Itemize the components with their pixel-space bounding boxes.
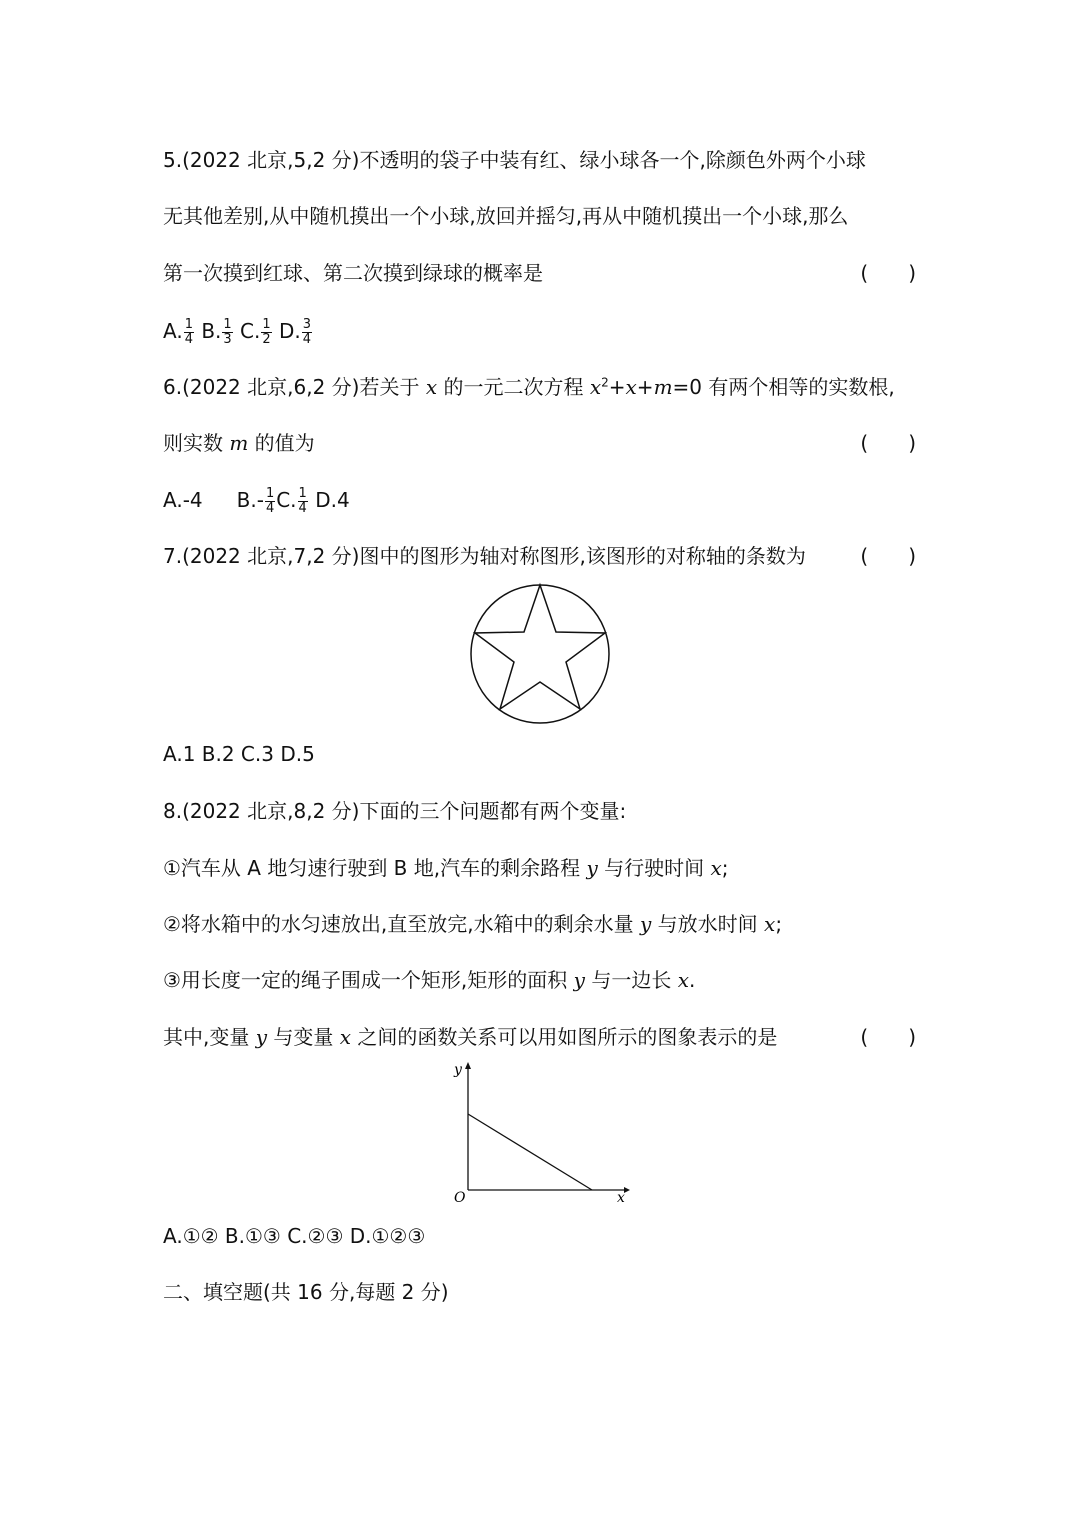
q8-item-2: ②将水箱中的水匀速放出,直至放完,水箱中的剩余水量 y 与放水时间 x; bbox=[163, 912, 783, 936]
q5-option-d: D. $\frac{3}{4}$ bbox=[279, 317, 312, 347]
q5-line-2: 无其他差别,从中随机摸出一个小球,放回并摇匀,再从中随机摸出一个小球,那么 bbox=[163, 204, 849, 228]
q6-option-c: C. $\frac{1}{4}$ bbox=[276, 486, 307, 516]
origin-label: O bbox=[454, 1190, 466, 1206]
q5-option-a: A. $\frac{1}{4}$ bbox=[163, 317, 193, 347]
q7-line-1: 7.(2022 北京,7,2 分)图中的图形为轴对称图形,该图形的对称轴的条数为 ( ) bbox=[163, 544, 916, 568]
y-axis-arrow-icon bbox=[465, 1062, 471, 1069]
q5-line-3: 第一次摸到红球、第二次摸到绿球的概率是 ( ) bbox=[163, 261, 916, 285]
five-point-star bbox=[475, 585, 605, 709]
q5-option-b: B. $\frac{1}{3}$ bbox=[201, 317, 232, 347]
q6-options bbox=[163, 483, 916, 517]
q8-item-3: ③用长度一定的绳子围成一个矩形,矩形的面积 y 与一边长 x. bbox=[163, 968, 696, 992]
q8-options: A.①② B.①③ C.②③ D.①②③ bbox=[163, 1224, 426, 1248]
q8-answer-bracket: ( ) bbox=[860, 1025, 916, 1049]
q5-line-1: 5.(2022 北京,5,2 分)不透明的袋子中装有红、绿小球各一个,除颜色外两个小球 bbox=[163, 148, 866, 172]
q6-option-b: B.- $\frac{1}{4}$ bbox=[236, 486, 275, 516]
star-in-circle-figure bbox=[468, 582, 612, 726]
section-2-heading: 二、填空题(共 16 分,每题 2 分) bbox=[163, 1280, 449, 1304]
circle-outline bbox=[471, 585, 609, 723]
linear-decreasing-graph bbox=[448, 1060, 634, 1208]
q5-answer-bracket: ( ) bbox=[860, 261, 916, 285]
q6-line-1: 6.(2022 北京,6,2 分)若关于 x 的一元二次方程 $x^2+x+m=0$ 有两个相等的实数根, bbox=[163, 375, 895, 399]
q8-question: 其中,变量 y 与变量 x 之间的函数关系可以用如图所示的图象表示的是 ( ) bbox=[163, 1025, 916, 1049]
q6-line-2: 则实数 m 的值为 ( ) bbox=[163, 431, 916, 455]
q8-item-1: ①汽车从 A 地匀速行驶到 B 地,汽车的剩余路程 y 与行驶时间 x; bbox=[163, 856, 729, 880]
q5-options bbox=[163, 314, 916, 348]
q5-option-c: C. $\frac{1}{2}$ bbox=[240, 317, 271, 347]
q6-option-d: D.4 bbox=[315, 488, 350, 512]
q7-answer-bracket: ( ) bbox=[860, 544, 916, 568]
q7-options: A.1 B.2 C.3 D.5 bbox=[163, 742, 315, 766]
function-line bbox=[468, 1114, 592, 1190]
q6-answer-bracket: ( ) bbox=[860, 431, 916, 455]
y-axis-label: y bbox=[454, 1062, 462, 1078]
x-axis-label: x bbox=[617, 1190, 625, 1206]
q8-line-1: 8.(2022 北京,8,2 分)下面的三个问题都有两个变量: bbox=[163, 799, 627, 823]
q6-option-a: A.-4 bbox=[163, 488, 203, 512]
